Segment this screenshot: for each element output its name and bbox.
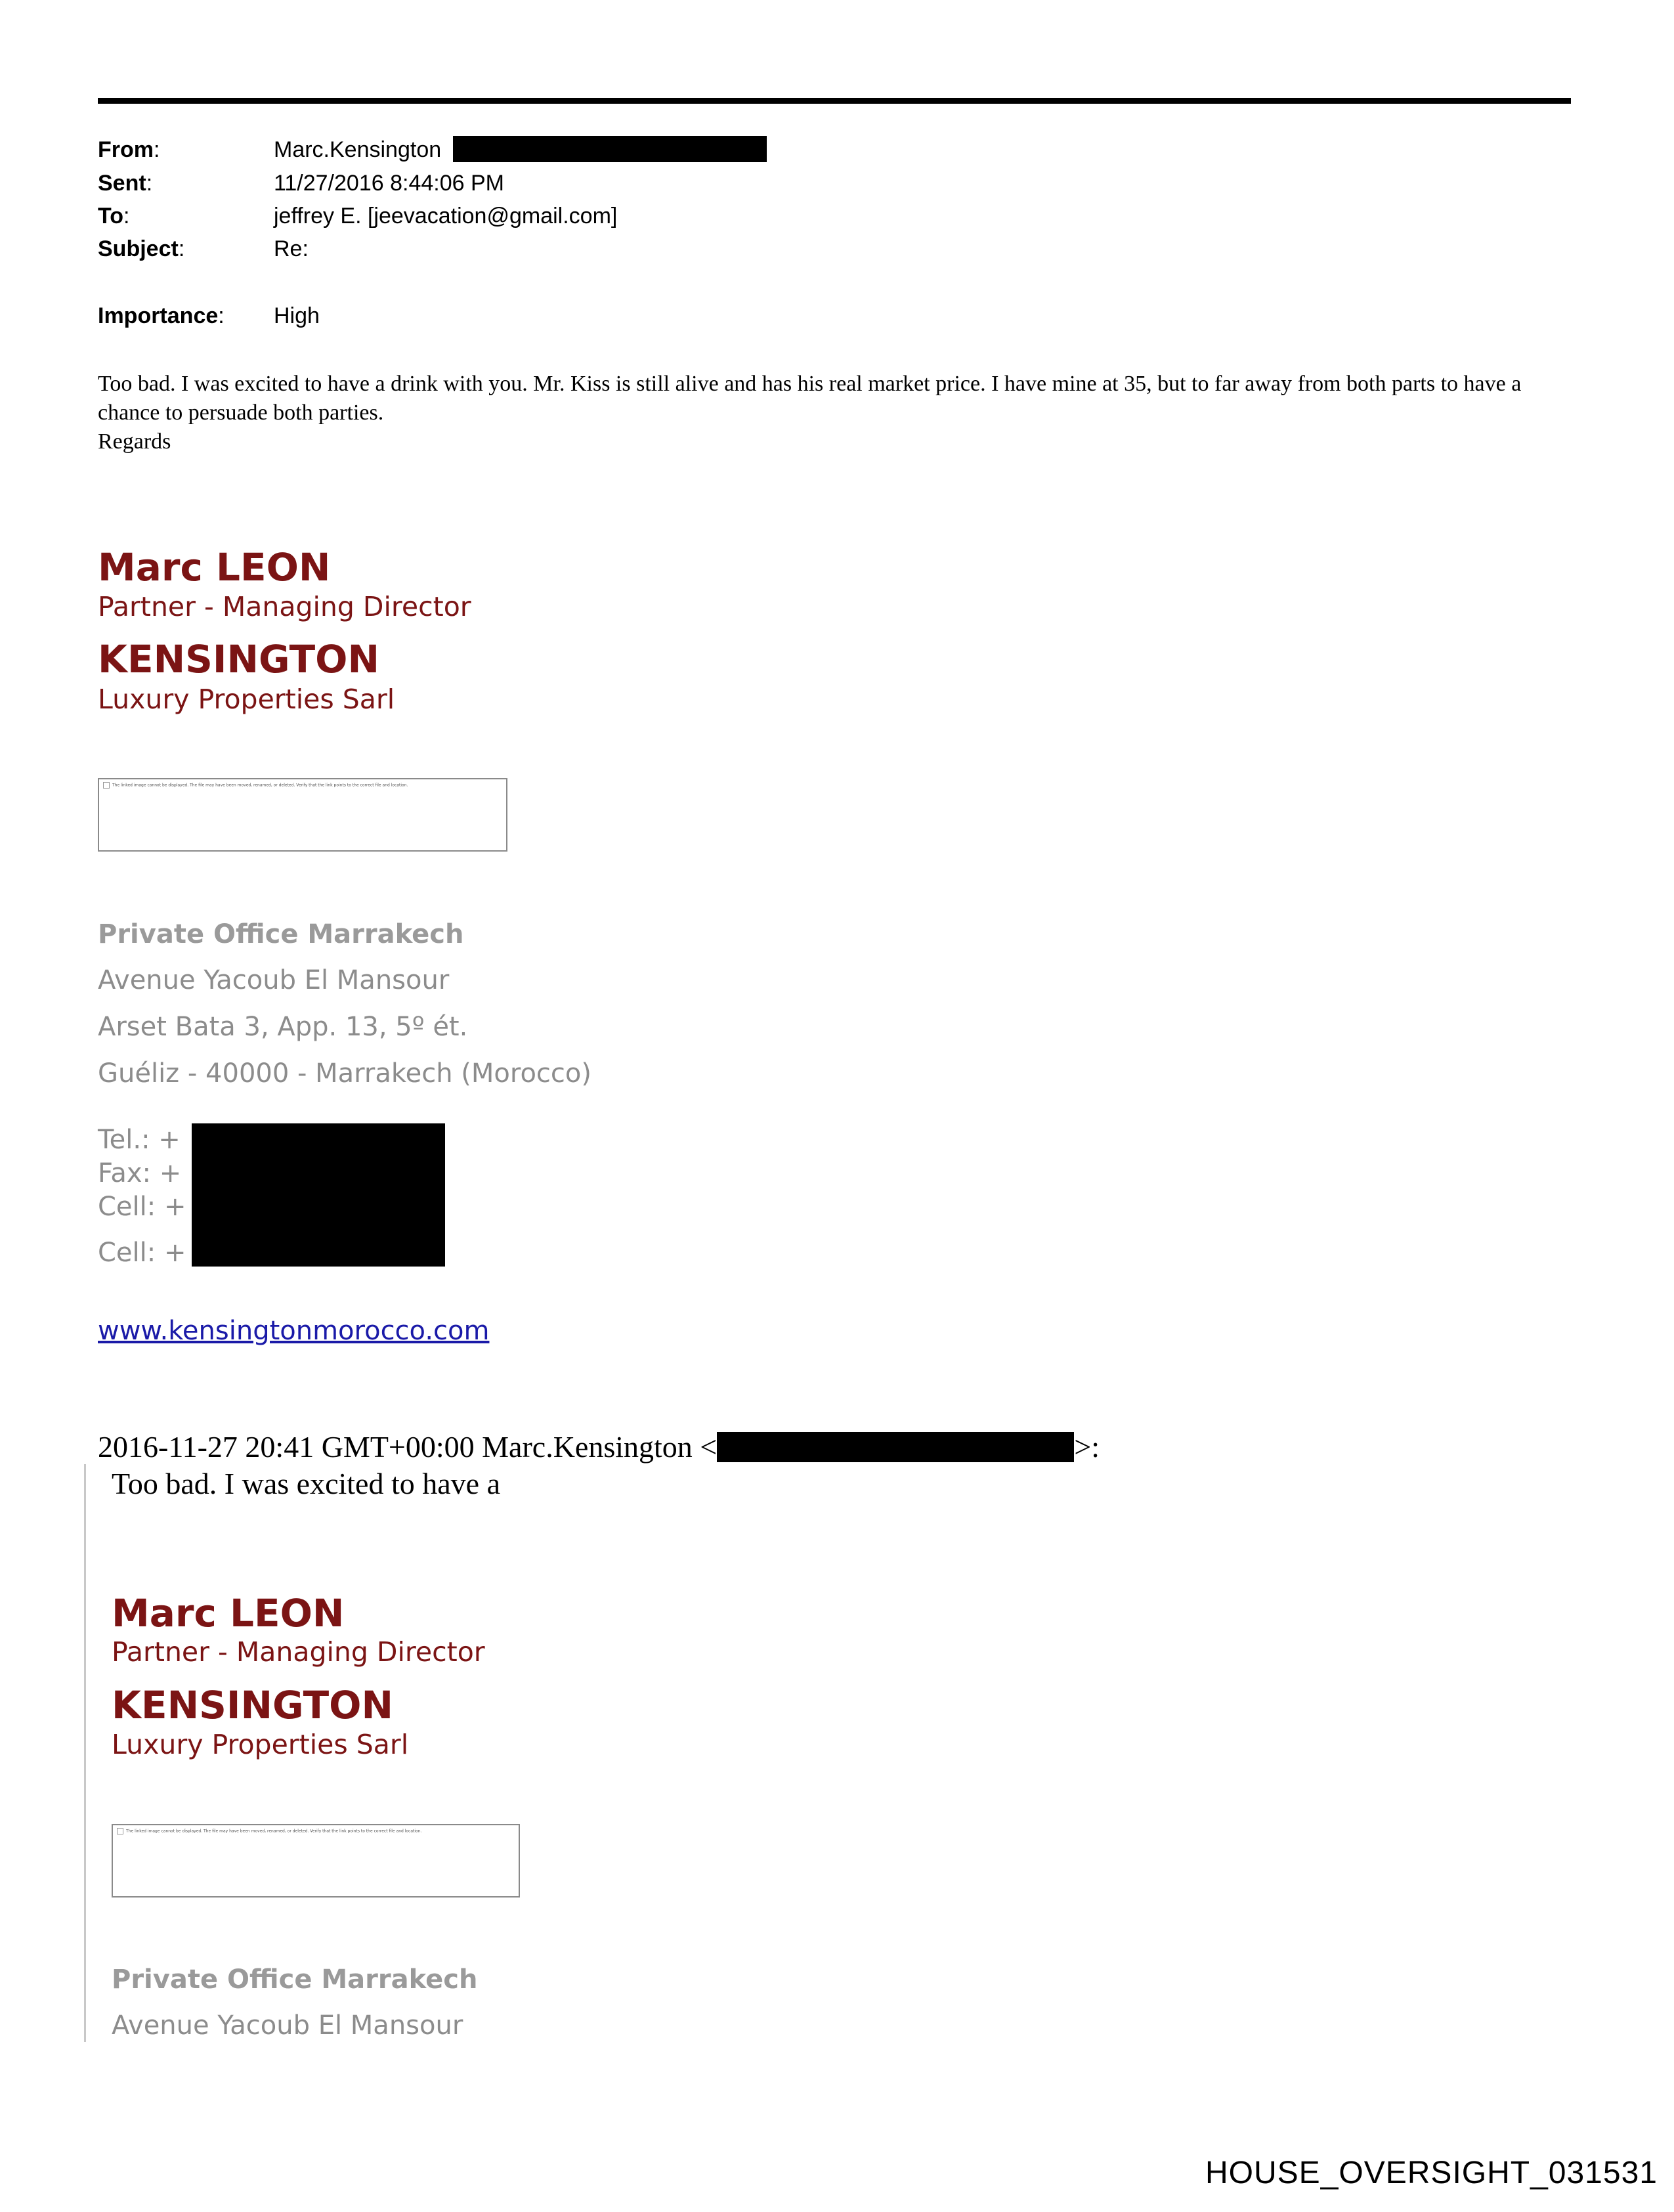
sent-row: Sent:	[98, 171, 153, 196]
cell-label: Cell: +	[98, 1192, 186, 1222]
quoted-header-prefix: 2016-11-27 20:41 GMT+00:00 Marc.Kensington <	[98, 1430, 718, 1464]
quoted-email-redaction	[717, 1432, 1074, 1462]
office-address-2: Arset Bata 3, App. 13, 5º ét.	[98, 1012, 468, 1042]
tel-label: Tel.: +	[98, 1125, 181, 1155]
broken-image-placeholder	[98, 778, 507, 852]
email-body-closing: Regards	[98, 429, 171, 454]
office-title: Private Office Marrakech	[98, 919, 464, 949]
quoted-office-title: Private Office Marrakech	[112, 1964, 478, 1995]
broken-image-icon	[117, 1828, 123, 1834]
from-label: From	[98, 137, 154, 162]
quoted-office-address-1: Avenue Yacoub El Mansour	[112, 2010, 463, 2041]
bates-number: HOUSE_OVERSIGHT_031531	[1205, 2156, 1658, 2190]
broken-image-caption: The linked image cannot be displayed. The file may have been moved, renamed, or deleted. Verify that the link points to the correct file and location.	[112, 783, 408, 788]
quoted-text: Too bad. I was excited to have a	[112, 1467, 501, 1500]
sent-value: 11/27/2016 8:44:06 PM	[274, 171, 504, 196]
signature-name: Marc LEON	[98, 545, 331, 590]
website-link[interactable]: www.kensingtonmorocco.com	[98, 1316, 490, 1346]
to-label: To	[98, 204, 124, 228]
subject-label: Subject	[98, 236, 179, 261]
quoted-broken-image-placeholder	[112, 1824, 520, 1898]
to-value: jeffrey E. [jeevacation@gmail.com]	[274, 204, 618, 228]
redaction-bar	[453, 136, 767, 162]
office-address-1: Avenue Yacoub El Mansour	[98, 965, 450, 995]
subject-row: Subject:	[98, 236, 185, 261]
quoted-signature-company: KENSINGTON	[112, 1683, 393, 1727]
quote-bar	[84, 1464, 86, 2042]
signature-title: Partner - Managing Director	[98, 591, 471, 622]
fax-label: Fax: +	[98, 1158, 182, 1188]
importance-label: Importance	[98, 303, 219, 328]
subject-value: Re:	[274, 236, 309, 261]
sent-label: Sent	[98, 171, 146, 196]
signature-company: KENSINGTON	[98, 637, 379, 682]
quoted-signature-title: Partner - Managing Director	[112, 1636, 485, 1668]
office-address-3: Guéliz - 40000 - Marrakech (Morocco)	[98, 1058, 591, 1089]
quoted-header	[98, 1429, 1100, 1465]
quoted-header-suffix: >:	[1074, 1430, 1100, 1464]
from-value-row	[274, 136, 767, 163]
importance-row: Importance:	[98, 303, 225, 328]
quoted-signature-company-sub: Luxury Properties Sarl	[112, 1729, 409, 1760]
to-row: To:	[98, 204, 130, 228]
importance-value: High	[274, 303, 320, 328]
quoted-signature-name: Marc LEON	[112, 1591, 345, 1636]
email-body-paragraph: Too bad. I was excited to have a drink with you. Mr. Kiss is still alive and has his real market price. I have mine at 35, but to far away from both parts to have a chance to persuade both parties.	[98, 372, 1522, 425]
phone-redaction	[192, 1123, 445, 1267]
from-value: Marc.Kensington	[274, 137, 442, 162]
quoted-broken-image-caption: The linked image cannot be displayed. The file may have been moved, renamed, or deleted. Verify that the link points to the correct file and location.	[126, 1829, 422, 1834]
broken-image-icon	[103, 782, 110, 789]
cell2-label: Cell: +	[98, 1238, 186, 1268]
from-row: From:	[98, 137, 160, 162]
header-rule	[98, 98, 1571, 104]
signature-company-sub: Luxury Properties Sarl	[98, 683, 395, 715]
